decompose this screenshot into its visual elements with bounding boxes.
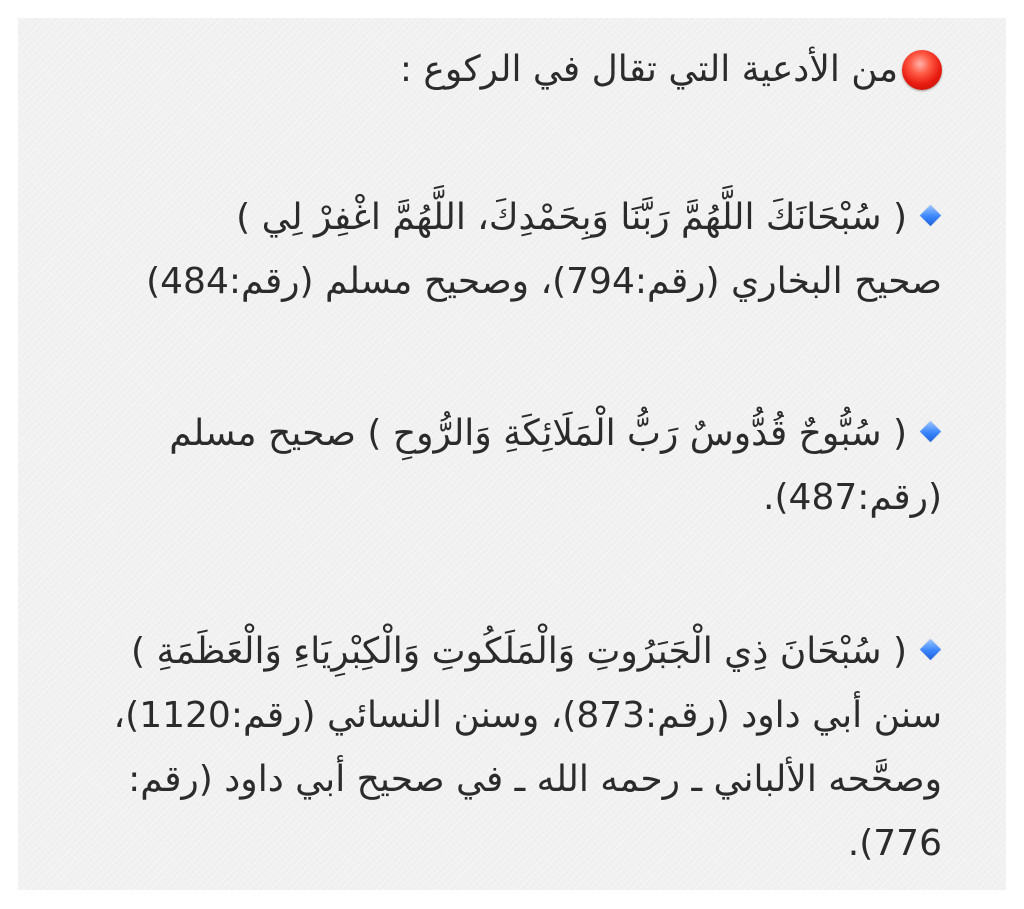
dua-text-line: ( سُبُّوحٌ قُدُّوسٌ رَبُّ الْمَلَائِكَةِ وَالرُّوحِ ) صحيح مسلم <box>78 402 942 466</box>
blue-diamond-icon <box>920 420 941 441</box>
source-line: سنن أبي داود (رقم:873)، وسنن النسائي (رقم:1120)، <box>113 695 942 736</box>
note-content <box>78 40 942 876</box>
blue-diamond-icon <box>920 204 941 225</box>
dua-item-1 <box>78 186 942 314</box>
note-page <box>18 18 1006 890</box>
heading-text: من الأدعية التي تقال في الركوع : <box>399 49 898 90</box>
red-circle-icon <box>902 50 942 90</box>
section-heading <box>78 40 942 100</box>
source-line: وصحَّحه الألباني ـ رحمه الله ـ في صحيح أبي داود (رقم: <box>128 759 942 800</box>
source-line: (رقم:487). <box>763 477 942 518</box>
source-line: صحيح البخاري (رقم:794)، وصحيح مسلم (رقم:484) <box>146 261 942 302</box>
dua-text-line: ( سُبْحَانَكَ اللَّهُمَّ رَبَّنَا وَبِحَمْدِكَ، اللَّهُمَّ اغْفِرْ لِي ) <box>78 186 942 250</box>
source-line: 776). <box>847 823 942 864</box>
blue-diamond-icon <box>920 638 941 659</box>
dua-text-line: ( سُبْحَانَ ذِي الْجَبَرُوتِ وَالْمَلَكُوتِ وَالْكِبْرِيَاءِ وَالْعَظَمَةِ ) <box>78 620 942 684</box>
dua-item-3 <box>78 620 942 876</box>
dua-item-2 <box>78 402 942 530</box>
